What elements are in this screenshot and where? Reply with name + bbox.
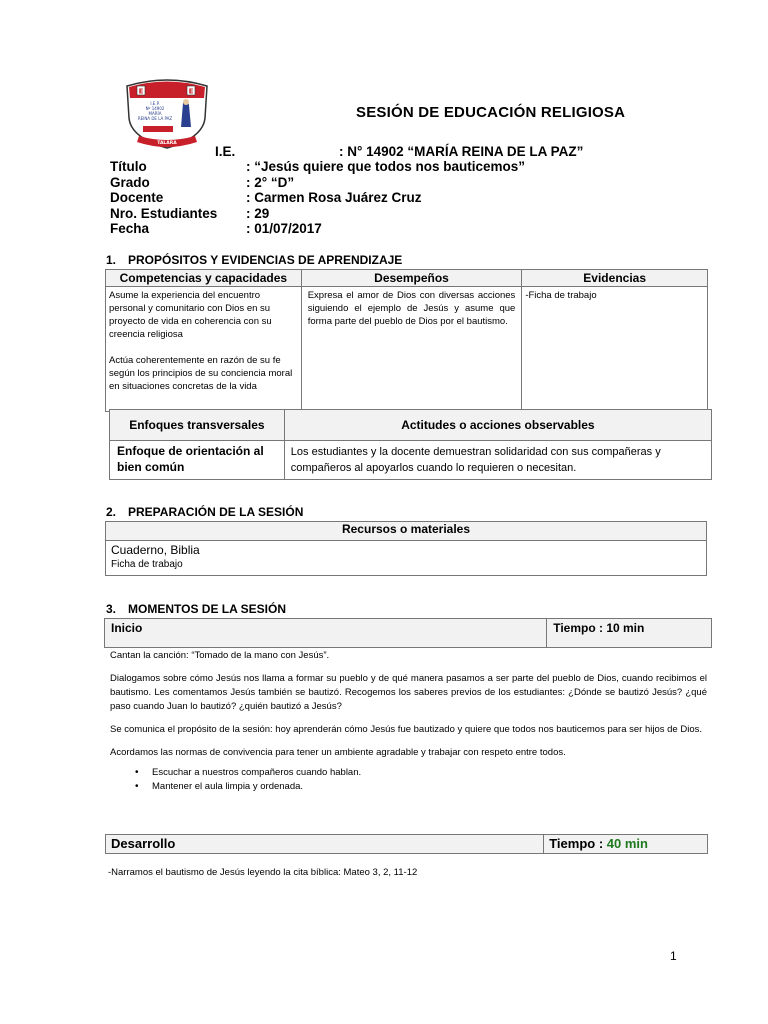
- desarrollo-time-value: 40 min: [606, 836, 648, 851]
- enfoque-text: Los estudiantes y la docente demuestran solidaridad con sus compañeras y compañeros al apoyarlos cuando lo requieren o necesitan.: [284, 441, 711, 480]
- enfoque-name: Enfoque de orientación al bien común: [110, 441, 285, 480]
- inicio-paragraph-2: Dialogamos sobre cómo Jesús nos llama a formar su pueblo y de qué manera pasamos a ser parte del pueblo de Dios, cuando recibimos el bautismo. Les comentamos Jesús también se bautizó. Recogemos los saberes previos de los estudiantes: ¿Dónde se bautizó Jesús? ¿qué paso cuando Juan lo bautizó? ¿quién bautizó a Jesús?: [110, 673, 707, 712]
- info-value-grado: : 2° “D”: [246, 175, 295, 190]
- header-recursos: Recursos o materiales: [106, 522, 707, 541]
- section-3-title: MOMENTOS DE LA SESIÓN: [128, 602, 287, 616]
- info-label-fecha: Fecha: [110, 221, 150, 236]
- info-value-titulo: : “Jesús quiere que todos nos bauticemos”: [246, 159, 526, 174]
- crest-line-4: REINA DE LA PAZ: [137, 116, 173, 121]
- header-actitudes: Actitudes o acciones observables: [284, 410, 711, 441]
- enfoques-table: [109, 409, 712, 480]
- svg-text:E: E: [138, 87, 144, 96]
- info-label-grado: Grado: [110, 175, 150, 190]
- recursos-table: [105, 521, 707, 576]
- info-label-titulo: Título: [110, 159, 147, 174]
- info-value-docente: : Carmen Rosa Juárez Cruz: [246, 190, 422, 205]
- inicio-body: [110, 649, 707, 794]
- info-label-ie: I.E.: [215, 144, 236, 159]
- list-item: • Mantener el aula limpia y ordenada.: [110, 780, 707, 794]
- competencia-1: Asume la experiencia del encuentro personal y comunitario con Dios en su proyecto de vida en coherencia con su creencia religiosa: [109, 290, 272, 340]
- section-2-title: PREPARACIÓN DE LA SESIÓN: [128, 505, 304, 519]
- inicio-time: Tiempo : 10 min: [547, 619, 712, 648]
- desempenos-cell: Expresa el amor de Dios con diversas acciones siguiendo el ejemplo de Jesús y asume que forma parte del pueblo de Dios por el bautismo.: [301, 287, 522, 412]
- list-item: • Escuchar a nuestros compañeros cuando hablan.: [110, 766, 707, 780]
- recursos-line-2: Ficha de trabajo: [111, 559, 183, 570]
- section-2-number: 2.: [106, 505, 117, 519]
- desarrollo-text: -Narramos el bautismo de Jesús leyendo la cita bíblica: Mateo 3, 2, 11-12: [108, 867, 418, 878]
- crest-line-1: I.E.P.: [150, 101, 160, 106]
- section-1-number: 1.: [106, 253, 117, 267]
- document-title: SESIÓN DE EDUCACIÓN RELIGIOSA: [356, 104, 626, 121]
- recursos-line-1: Cuaderno, Biblia: [111, 543, 200, 557]
- inicio-bar: [104, 618, 712, 648]
- header-desempenos: Desempeños: [301, 270, 522, 287]
- competencia-2: Actúa coherentemente en razón de su fe según los principios de su conciencia moral en situaciones concretas de la vida: [109, 355, 293, 392]
- desarrollo-time: [544, 835, 708, 854]
- section-1-heading: [106, 253, 402, 267]
- inicio-paragraph-3: Se comunica el propósito de la sesión: hoy aprenderán cómo Jesús fue bautizado y quiere que todos nos bauticemos para ser hijos de Dios.: [110, 724, 702, 735]
- recursos-cell: [106, 541, 707, 576]
- info-label-docente: Docente: [110, 190, 164, 205]
- info-value-fecha: : 01/07/2017: [246, 221, 322, 236]
- info-value-estudiantes: : 29: [246, 206, 270, 221]
- desarrollo-time-label: Tiempo :: [549, 836, 604, 851]
- crest-line-3: MARÍA: [148, 111, 162, 116]
- section-3-heading: [106, 602, 286, 616]
- normas-list: [110, 766, 707, 794]
- inicio-paragraph-4: Acordamos las normas de convivencia para tener un ambiente agradable y trabajar con respeto entre todos.: [110, 747, 566, 758]
- desarrollo-bar: [105, 834, 708, 854]
- section-1-title: PROPÓSITOS Y EVIDENCIAS DE APRENDIZAJE: [128, 253, 403, 267]
- inicio-label: Inicio: [105, 619, 547, 648]
- section-3-number: 3.: [106, 602, 117, 616]
- evidencias-cell: -Ficha de trabajo: [522, 287, 708, 412]
- header-evidencias: Evidencias: [522, 270, 708, 287]
- competencias-cell: [106, 287, 302, 412]
- info-label-estudiantes: Nro. Estudiantes: [110, 206, 218, 221]
- header-competencias: Competencias y capacidades: [106, 270, 302, 287]
- header-enfoques: Enfoques transversales: [110, 410, 285, 441]
- info-value-ie: : N° 14902 “MARÍA REINA DE LA PAZ”: [339, 144, 584, 159]
- section-2-heading: [106, 505, 303, 519]
- competencias-table: [105, 269, 708, 412]
- crest-bottom-text: TALARA: [157, 141, 177, 146]
- desarrollo-label: Desarrollo: [106, 835, 544, 854]
- page-number: 1: [670, 949, 677, 963]
- info-block: [0, 0, 768, 240]
- inicio-paragraph-1: Cantan la canción: “Tomado de la mano con Jesús”.: [110, 650, 330, 661]
- svg-text:E: E: [188, 87, 194, 96]
- crest-line-2: Nº 14902: [145, 106, 165, 111]
